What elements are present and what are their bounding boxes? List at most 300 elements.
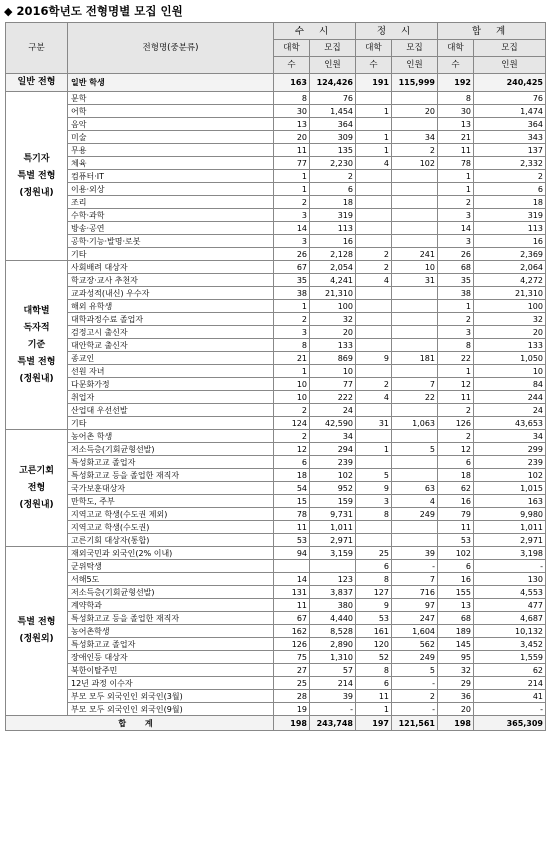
recruit-count-cell: 2 (310, 170, 356, 183)
univ-count-cell (356, 365, 392, 378)
univ-count-cell: 2 (274, 430, 310, 443)
recruit-count-cell: 294 (310, 443, 356, 456)
header-recruit-top: 모집 (474, 40, 546, 57)
univ-count-cell: 3 (274, 326, 310, 339)
type-name-cell: 검정고시 출신자 (68, 326, 274, 339)
recruit-count-cell: 3,198 (474, 547, 546, 560)
recruit-count-cell: 1,454 (310, 105, 356, 118)
category-label-line: 특별 전형 (17, 356, 56, 367)
recruit-count-cell: 76 (474, 92, 546, 105)
type-name-cell: 문학 (68, 92, 274, 105)
category-label-line: 특별 전형 (17, 617, 56, 627)
table-row (6, 326, 546, 339)
category-label-line: (정원외) (19, 634, 54, 644)
univ-count-cell: 27 (274, 664, 310, 677)
type-name-cell: 만학도, 주부 (68, 495, 274, 508)
type-name-cell: 다문화가정 (68, 378, 274, 391)
recruit-count-cell: 10 (310, 365, 356, 378)
univ-count-cell: 25 (356, 547, 392, 560)
univ-count-cell: 9 (356, 352, 392, 365)
recruit-count-cell: 102 (474, 469, 546, 482)
recruit-count-cell (392, 534, 438, 547)
univ-count-cell: 11 (356, 690, 392, 703)
table-row (6, 339, 546, 352)
univ-count-cell: 11 (274, 521, 310, 534)
recruit-count-cell: 5 (392, 664, 438, 677)
recruit-count-cell: 62 (474, 664, 546, 677)
recruit-count-cell: 869 (310, 352, 356, 365)
univ-count-cell: 6 (438, 560, 474, 573)
recruit-count-cell (392, 287, 438, 300)
univ-count-cell: 10 (274, 378, 310, 391)
table-row (6, 118, 546, 131)
recruit-count-cell (392, 326, 438, 339)
univ-count-cell (356, 404, 392, 417)
recruit-count-cell: 562 (392, 638, 438, 651)
type-name-cell: 부모 모두 외국인인 외국인(3월) (68, 690, 274, 703)
header-recruit-bottom: 인원 (474, 57, 546, 74)
recruit-count-cell: 137 (474, 144, 546, 157)
category-cell (6, 430, 68, 547)
category-label-line: 고른기회 (19, 465, 54, 476)
univ-count-cell: 2 (438, 404, 474, 417)
univ-count-cell: 26 (274, 248, 310, 261)
table-row (6, 222, 546, 235)
recruit-count-cell: 41 (474, 690, 546, 703)
univ-count-cell (356, 534, 392, 547)
univ-count-cell: 78 (438, 157, 474, 170)
table-row (6, 209, 546, 222)
type-name-cell: 부모 모두 외국인인 외국인(9월) (68, 703, 274, 716)
recruit-count-cell: 2 (392, 144, 438, 157)
univ-count-cell: 52 (356, 651, 392, 664)
recruit-count-cell: 123 (310, 573, 356, 586)
univ-count-cell (356, 222, 392, 235)
recruit-count-cell: 3,837 (310, 586, 356, 599)
recruit-count-cell: 9,980 (474, 508, 546, 521)
table-header (6, 23, 546, 74)
recruit-count-cell: 2,230 (310, 157, 356, 170)
univ-count-cell: 191 (356, 74, 392, 92)
recruit-count-cell (392, 170, 438, 183)
univ-count-cell: 6 (356, 677, 392, 690)
recruit-count-cell: 133 (474, 339, 546, 352)
table-row (6, 313, 546, 326)
univ-count-cell (356, 92, 392, 105)
table-row (6, 105, 546, 118)
recruit-count-cell: 9,731 (310, 508, 356, 521)
type-name-cell: 수학·과학 (68, 209, 274, 222)
type-name-cell: 어학 (68, 105, 274, 118)
univ-count-cell (356, 209, 392, 222)
recruit-count-cell: 8,528 (310, 625, 356, 638)
table-row (6, 261, 546, 274)
table-row (6, 92, 546, 105)
recruit-count-cell: 16 (310, 235, 356, 248)
univ-count-cell: 2 (438, 430, 474, 443)
univ-count-cell: 12 (274, 443, 310, 456)
univ-count-cell: 53 (274, 534, 310, 547)
recruit-count-cell: 477 (474, 599, 546, 612)
recruit-count-cell (392, 365, 438, 378)
univ-count-cell: 1 (274, 170, 310, 183)
univ-count-cell (356, 339, 392, 352)
univ-count-cell: 54 (274, 482, 310, 495)
univ-count-cell: 18 (438, 469, 474, 482)
recruit-count-cell: 115,999 (392, 74, 438, 92)
table-row (6, 703, 546, 716)
univ-count-cell: 16 (438, 495, 474, 508)
univ-count-cell: 11 (438, 144, 474, 157)
univ-count-cell: 35 (274, 274, 310, 287)
recruit-count-cell: 249 (392, 651, 438, 664)
univ-count-cell: 32 (438, 664, 474, 677)
univ-count-cell: 30 (438, 105, 474, 118)
univ-count-cell: 2 (356, 248, 392, 261)
recruit-count-cell: 716 (392, 586, 438, 599)
recruit-count-cell (392, 235, 438, 248)
recruit-count-cell: 249 (392, 508, 438, 521)
category-label-line: (정원내) (19, 499, 54, 510)
univ-count-cell: 120 (356, 638, 392, 651)
table-row (6, 612, 546, 625)
recruit-count-cell (392, 521, 438, 534)
recruit-count-cell: 20 (392, 105, 438, 118)
univ-count-cell: 2 (274, 404, 310, 417)
header-recruit-bottom: 인원 (392, 57, 438, 74)
univ-count-cell: 62 (438, 482, 474, 495)
recruit-count-cell: 84 (474, 378, 546, 391)
univ-count-cell: 1 (356, 443, 392, 456)
recruit-count-cell: 4,272 (474, 274, 546, 287)
recruit-count-cell: 4,687 (474, 612, 546, 625)
recruit-count-cell: 181 (392, 352, 438, 365)
category-label-line: 독자적 (23, 322, 50, 333)
type-name-cell: 기타 (68, 248, 274, 261)
univ-count-cell: 3 (274, 209, 310, 222)
recruit-count-cell: 380 (310, 599, 356, 612)
univ-count-cell: 1 (356, 144, 392, 157)
header-recruit-bottom: 인원 (310, 57, 356, 74)
recruit-count-cell: 18 (310, 196, 356, 209)
recruit-count-cell: 39 (310, 690, 356, 703)
univ-count-cell: 8 (356, 664, 392, 677)
recruit-count-cell (392, 92, 438, 105)
recruit-count-cell: 2,369 (474, 248, 546, 261)
type-name-cell: 대안학교 출신자 (68, 339, 274, 352)
recruit-count-cell: 364 (474, 118, 546, 131)
category-label-line: (정원내) (19, 373, 54, 384)
header-recruit-top: 모집 (310, 40, 356, 57)
univ-count-cell: 1 (274, 300, 310, 313)
table-row (6, 378, 546, 391)
type-name-cell: 이용·외상 (68, 183, 274, 196)
type-name-cell: 기타 (68, 417, 274, 430)
recruit-count-cell: 319 (310, 209, 356, 222)
univ-count-cell: 3 (438, 235, 474, 248)
univ-count-cell: 9 (356, 482, 392, 495)
univ-count-cell: 1 (356, 105, 392, 118)
univ-count-cell (356, 287, 392, 300)
univ-count-cell: 28 (274, 690, 310, 703)
univ-count-cell: 15 (274, 495, 310, 508)
page-title (4, 2, 183, 20)
recruit-count-cell: 239 (474, 456, 546, 469)
recruit-count-cell: 7 (392, 573, 438, 586)
recruit-count-cell: 364 (310, 118, 356, 131)
table-row (6, 495, 546, 508)
recruit-count-cell (310, 560, 356, 573)
univ-count-cell: 31 (356, 417, 392, 430)
univ-count-cell: 6 (274, 456, 310, 469)
univ-count-cell: 68 (438, 612, 474, 625)
recruit-count-cell: 24 (474, 404, 546, 417)
recruit-count-cell: 1,474 (474, 105, 546, 118)
univ-count-cell: 8 (438, 339, 474, 352)
recruit-count-cell: 343 (474, 131, 546, 144)
recruit-count-cell: 135 (310, 144, 356, 157)
recruit-count-cell: 24 (310, 404, 356, 417)
type-name-cell: 12년 과정 이수자 (68, 677, 274, 690)
table-row (6, 638, 546, 651)
table-body (6, 74, 546, 731)
univ-count-cell (356, 118, 392, 131)
univ-count-cell: 8 (356, 508, 392, 521)
recruit-count-cell: 34 (310, 430, 356, 443)
type-name-cell: 농어촌 학생 (68, 430, 274, 443)
univ-count-cell: 1 (356, 131, 392, 144)
recruit-count-cell: 1,011 (310, 521, 356, 534)
header-recruit-top: 모집 (392, 40, 438, 57)
univ-count-cell: 78 (274, 508, 310, 521)
recruit-count-cell: 2,332 (474, 157, 546, 170)
type-name-cell: 무용 (68, 144, 274, 157)
recruit-count-cell: - (310, 703, 356, 716)
recruit-count-cell: 133 (310, 339, 356, 352)
table-row (6, 287, 546, 300)
univ-count-cell: 11 (274, 144, 310, 157)
univ-count-cell: 95 (438, 651, 474, 664)
recruit-count-cell (392, 313, 438, 326)
table-row (6, 404, 546, 417)
category-label-line: 대학별 (23, 305, 50, 316)
recruit-count-cell: 76 (310, 92, 356, 105)
category-label-line: 전형 (27, 482, 46, 493)
univ-count-cell: 6 (438, 456, 474, 469)
type-name-cell: 선원 자녀 (68, 365, 274, 378)
type-name-cell: 장애인등 대상자 (68, 651, 274, 664)
recruitment-table (5, 22, 546, 731)
table-row (6, 183, 546, 196)
univ-count-cell: 1 (274, 365, 310, 378)
recruit-count-cell (392, 339, 438, 352)
recruit-count-cell: 97 (392, 599, 438, 612)
total-univ-cell: 198 (274, 716, 310, 731)
univ-count-cell: 21 (438, 131, 474, 144)
recruit-count-cell: 34 (392, 131, 438, 144)
recruit-count-cell: 1,050 (474, 352, 546, 365)
univ-count-cell: 79 (438, 508, 474, 521)
univ-count-cell: 10 (274, 391, 310, 404)
univ-count-cell: 16 (438, 573, 474, 586)
table-row (6, 573, 546, 586)
table-row (6, 274, 546, 287)
univ-count-cell (356, 235, 392, 248)
univ-count-cell: 161 (356, 625, 392, 638)
univ-count-cell: 20 (274, 131, 310, 144)
univ-count-cell: 20 (438, 703, 474, 716)
table-row (6, 586, 546, 599)
univ-count-cell: 5 (356, 469, 392, 482)
univ-count-cell: 9 (356, 599, 392, 612)
recruit-count-cell: 4 (392, 495, 438, 508)
univ-count-cell (356, 430, 392, 443)
univ-count-cell: 131 (274, 586, 310, 599)
recruit-count-cell: - (392, 560, 438, 573)
univ-count-cell: 124 (274, 417, 310, 430)
table-row (6, 365, 546, 378)
univ-count-cell (356, 313, 392, 326)
univ-count-cell (356, 170, 392, 183)
univ-count-cell: 11 (438, 521, 474, 534)
recruit-count-cell: 1,063 (392, 417, 438, 430)
univ-count-cell: 4 (356, 274, 392, 287)
header-univ-bottom: 수 (274, 57, 310, 74)
recruit-count-cell: 1,015 (474, 482, 546, 495)
recruit-count-cell: 18 (474, 196, 546, 209)
univ-count-cell: 19 (274, 703, 310, 716)
type-name-cell: 미술 (68, 131, 274, 144)
type-name-cell: 방송·공연 (68, 222, 274, 235)
recruit-count-cell: 43,653 (474, 417, 546, 430)
recruit-count-cell: - (392, 703, 438, 716)
recruit-count-cell: 214 (310, 677, 356, 690)
univ-count-cell: 1 (438, 365, 474, 378)
univ-count-cell: 18 (274, 469, 310, 482)
type-name-cell: 컴퓨터·IT (68, 170, 274, 183)
recruit-count-cell (392, 456, 438, 469)
category-label-line: 일반 전형 (17, 77, 56, 87)
header-total: 합 계 (438, 23, 546, 40)
univ-count-cell (356, 456, 392, 469)
recruit-count-cell: - (474, 560, 546, 573)
recruit-count-cell: 319 (474, 209, 546, 222)
total-recruit-cell: 243,748 (310, 716, 356, 731)
header-univ-top: 대학 (438, 40, 474, 57)
recruit-count-cell: 16 (474, 235, 546, 248)
category-cell (6, 92, 68, 261)
recruit-count-cell: 159 (310, 495, 356, 508)
table-row (6, 443, 546, 456)
type-name-cell: 교과성적(내신) 우수자 (68, 287, 274, 300)
univ-count-cell: 13 (438, 599, 474, 612)
univ-count-cell: 35 (438, 274, 474, 287)
category-cell (6, 74, 68, 92)
total-label: 합 계 (6, 716, 274, 731)
univ-count-cell: 26 (438, 248, 474, 261)
recruit-count-cell: 222 (310, 391, 356, 404)
type-name-cell: 고른기회 대상자(통합) (68, 534, 274, 547)
category-label-line: 특기자 (23, 153, 50, 164)
univ-count-cell: 1 (438, 300, 474, 313)
recruit-count-cell: 3,452 (474, 638, 546, 651)
type-name-cell: 대학과정수료 졸업자 (68, 313, 274, 326)
univ-count-cell (356, 300, 392, 313)
univ-count-cell (356, 183, 392, 196)
univ-count-cell: 145 (438, 638, 474, 651)
type-name-cell: 농어촌학생 (68, 625, 274, 638)
table-row (6, 157, 546, 170)
table-row (6, 235, 546, 248)
univ-count-cell: 94 (274, 547, 310, 560)
recruit-count-cell: 10,132 (474, 625, 546, 638)
diamond-bullet-icon: ◆ (4, 5, 13, 18)
table-row (6, 677, 546, 690)
type-name-cell: 북한이탈주민 (68, 664, 274, 677)
univ-count-cell: 38 (274, 287, 310, 300)
univ-count-cell: 29 (438, 677, 474, 690)
univ-count-cell: 102 (438, 547, 474, 560)
univ-count-cell: 8 (356, 573, 392, 586)
table-row (6, 430, 546, 443)
header-univ-top: 대학 (274, 40, 310, 57)
table-row (6, 599, 546, 612)
univ-count-cell: 155 (438, 586, 474, 599)
recruit-count-cell: 214 (474, 677, 546, 690)
univ-count-cell: 3 (274, 235, 310, 248)
recruit-count-cell: 1,310 (310, 651, 356, 664)
table-row (6, 131, 546, 144)
table-row (6, 690, 546, 703)
category-cell (6, 261, 68, 430)
category-cell (6, 547, 68, 716)
type-name-cell: 서해5도 (68, 573, 274, 586)
type-name-cell: 재외국민과 외국인(2% 이내) (68, 547, 274, 560)
univ-count-cell: 38 (438, 287, 474, 300)
recruit-count-cell: 32 (310, 313, 356, 326)
type-name-cell: 사회배려 대상자 (68, 261, 274, 274)
univ-count-cell: 4 (356, 391, 392, 404)
total-recruit-cell: 121,561 (392, 716, 438, 731)
recruit-count-cell: 4,241 (310, 274, 356, 287)
table-row (6, 482, 546, 495)
recruit-count-cell: 100 (474, 300, 546, 313)
univ-count-cell: 2 (356, 261, 392, 274)
table-row (6, 547, 546, 560)
table-row (6, 508, 546, 521)
recruit-count-cell: 1,604 (392, 625, 438, 638)
univ-count-cell: 162 (274, 625, 310, 638)
recruit-count-cell (392, 300, 438, 313)
recruit-count-cell: 57 (310, 664, 356, 677)
table-row (6, 196, 546, 209)
univ-count-cell: 4 (356, 157, 392, 170)
recruit-count-cell: 1,559 (474, 651, 546, 664)
recruit-count-cell: 2 (392, 690, 438, 703)
recruit-count-cell: 34 (474, 430, 546, 443)
recruit-count-cell (392, 222, 438, 235)
recruit-count-cell: 6 (474, 183, 546, 196)
univ-count-cell (356, 521, 392, 534)
univ-count-cell: 25 (274, 677, 310, 690)
table-row (6, 456, 546, 469)
univ-count-cell: 1 (274, 183, 310, 196)
univ-count-cell: 11 (274, 599, 310, 612)
univ-count-cell: 13 (274, 118, 310, 131)
table-row (6, 664, 546, 677)
recruit-count-cell: 113 (474, 222, 546, 235)
univ-count-cell: 1 (438, 183, 474, 196)
